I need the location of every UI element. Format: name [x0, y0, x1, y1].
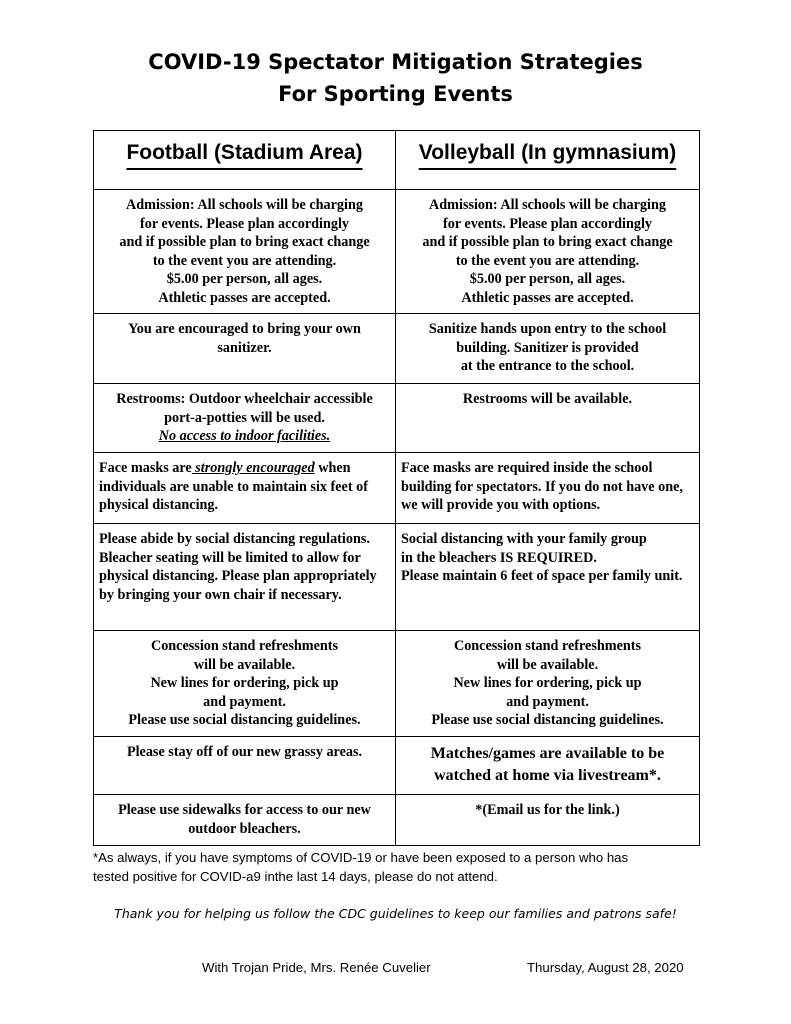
document-date: Thursday, August 28, 2020 — [527, 960, 684, 975]
thank-you-message: Thank you for helping us follow the CDC guidelines to keep our families and patrons safe! — [114, 906, 677, 921]
table-row — [94, 737, 700, 795]
restrooms-football-cell: Restrooms: Outdoor wheelchair accessible port-a-potties will be used. No access to indoor facilities. — [94, 384, 396, 453]
admission-football-cell: Admission: All schools will be charging for events. Please plan accordingly and if possible plan to bring exact change to the event you are attending. $5.00 per person, all ages. Athletic passes are accepted. — [94, 190, 396, 314]
admission-volleyball-cell: Admission: All schools will be charging for events. Please plan accordingly and if possible plan to bring exact change to the event you are attending. $5.00 per person, all ages. Athletic passes are accepted. — [396, 190, 700, 314]
distancing-football-cell: Please abide by social distancing regulations. Bleacher seating will be limited to allow for physical distancing. Please plan appropriately by bringing your own chair if necessary. — [94, 524, 396, 631]
table-row — [94, 795, 700, 846]
table-row — [94, 453, 700, 524]
sanitizer-football-cell: You are encouraged to bring your own sanitizer. — [94, 314, 396, 384]
table-row — [94, 314, 700, 384]
symptoms-note: *As always, if you have symptoms of COVID-19 or have been exposed to a person who has tested positive for COVID-a9 inthe last 14 days, please do not attend. — [93, 850, 629, 884]
football-header: Football (Stadium Area) — [94, 131, 396, 190]
document-title-line-2: For Sporting Events — [278, 82, 513, 106]
grassy-areas-cell: Please stay off of our new grassy areas. — [94, 737, 396, 795]
table-row — [94, 631, 700, 737]
masks-volleyball-cell: Face masks are required inside the school building for spectators. If you do not have one, we will provide you with options. — [396, 453, 700, 524]
restrooms-volleyball-cell: Restrooms will be available. — [396, 384, 700, 453]
volleyball-header: Volleyball (In gymnasium) — [396, 131, 700, 190]
distancing-volleyball-cell: Social distancing with your family group in the bleachers IS REQUIRED. Please maintain 6 feet of space per family unit. — [396, 524, 700, 631]
table-row — [94, 384, 700, 453]
email-link-cell: *(Email us for the link.) — [396, 795, 700, 846]
concessions-volleyball-cell: Concession stand refreshments will be available. New lines for ordering, pick up and payment. Please use social distancing guidelines. — [396, 631, 700, 737]
masks-football-cell: Face masks are strongly encouraged when individuals are unable to maintain six feet of physical distancing. — [94, 453, 396, 524]
table-row — [94, 524, 700, 631]
concessions-football-cell: Concession stand refreshments will be available. New lines for ordering, pick up and payment. Please use social distancing guidelines. — [94, 631, 396, 737]
table-header-row — [94, 131, 700, 190]
document-title-line-1: COVID-19 Spectator Mitigation Strategies — [148, 50, 643, 74]
table-row — [94, 190, 700, 314]
signature: With Trojan Pride, Mrs. Renée Cuvelier — [202, 960, 431, 975]
mitigation-table — [93, 130, 700, 846]
livestream-cell: Matches/games are available to be watched at home via livestream*. — [396, 737, 700, 795]
sidewalks-cell: Please use sidewalks for access to our new outdoor bleachers. — [94, 795, 396, 846]
sanitizer-volleyball-cell: Sanitize hands upon entry to the school building. Sanitizer is provided at the entrance to the school. — [396, 314, 700, 384]
